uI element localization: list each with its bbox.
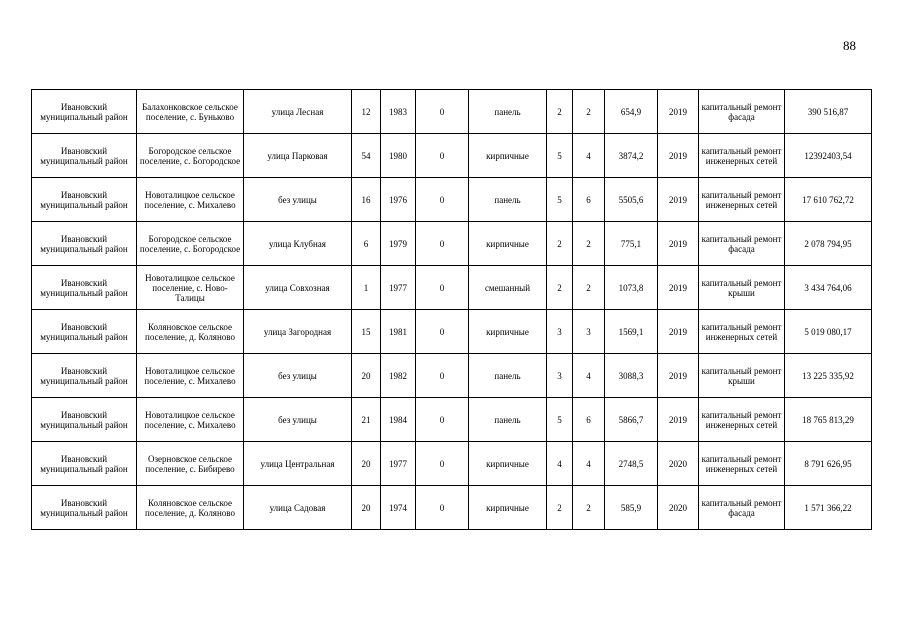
wall-material-cell: панель: [469, 90, 547, 134]
district-cell: Ивановский муниципальный район: [32, 486, 137, 530]
street-cell: без улицы: [244, 398, 352, 442]
work-type-cell: капитальный ремонт инженерных сетей: [699, 442, 785, 486]
area-cell: 775,1: [605, 222, 658, 266]
district-cell: Ивановский муниципальный район: [32, 310, 137, 354]
floors-cell: 2: [547, 486, 573, 530]
area-cell: 3088,3: [605, 354, 658, 398]
table-row: [32, 486, 872, 530]
work-type-cell: капитальный ремонт инженерных сетей: [699, 134, 785, 178]
wall-material-cell: кирпичные: [469, 222, 547, 266]
table-body: [32, 90, 872, 530]
floors-cell: 2: [547, 90, 573, 134]
house-number-cell: 12: [352, 90, 381, 134]
area-cell: 1073,8: [605, 266, 658, 310]
district-cell: Ивановский муниципальный район: [32, 354, 137, 398]
wall-material-cell: кирпичные: [469, 310, 547, 354]
house-number-cell: 1: [352, 266, 381, 310]
zero-cell: 0: [416, 134, 469, 178]
district-cell: Ивановский муниципальный район: [32, 222, 137, 266]
cost-cell: 18 765 813,29: [785, 398, 872, 442]
area-cell: 3874,2: [605, 134, 658, 178]
cost-cell: 1 571 366,22: [785, 486, 872, 530]
wall-material-cell: панель: [469, 354, 547, 398]
entrances-cell: 2: [573, 222, 605, 266]
table-row: [32, 398, 872, 442]
plan-year-cell: 2020: [658, 486, 699, 530]
wall-material-cell: панель: [469, 398, 547, 442]
house-number-cell: 6: [352, 222, 381, 266]
house-number-cell: 54: [352, 134, 381, 178]
street-cell: без улицы: [244, 354, 352, 398]
work-type-cell: капитальный ремонт крыши: [699, 266, 785, 310]
settlement-cell: Балахонковское сельское поселение, с. Буньково: [137, 90, 244, 134]
floors-cell: 2: [547, 222, 573, 266]
work-type-cell: капитальный ремонт фасада: [699, 486, 785, 530]
build-year-cell: 1981: [381, 310, 416, 354]
zero-cell: 0: [416, 90, 469, 134]
house-number-cell: 20: [352, 486, 381, 530]
entrances-cell: 6: [573, 398, 605, 442]
build-year-cell: 1984: [381, 398, 416, 442]
table-row: [32, 222, 872, 266]
house-number-cell: 16: [352, 178, 381, 222]
settlement-cell: Богородское сельское поселение, с. Богородское: [137, 134, 244, 178]
district-cell: Ивановский муниципальный район: [32, 442, 137, 486]
work-type-cell: капитальный ремонт фасада: [699, 90, 785, 134]
floors-cell: 5: [547, 178, 573, 222]
house-number-cell: 15: [352, 310, 381, 354]
district-cell: Ивановский муниципальный район: [32, 134, 137, 178]
area-cell: 2748,5: [605, 442, 658, 486]
area-cell: 1569,1: [605, 310, 658, 354]
zero-cell: 0: [416, 486, 469, 530]
build-year-cell: 1976: [381, 178, 416, 222]
settlement-cell: Новоталицкое сельское поселение, с. Михалево: [137, 354, 244, 398]
plan-year-cell: 2019: [658, 90, 699, 134]
street-cell: улица Лесная: [244, 90, 352, 134]
build-year-cell: 1977: [381, 266, 416, 310]
table-row: [32, 354, 872, 398]
work-type-cell: капитальный ремонт крыши: [699, 354, 785, 398]
table-row: [32, 266, 872, 310]
district-cell: Ивановский муниципальный район: [32, 266, 137, 310]
wall-material-cell: смешанный: [469, 266, 547, 310]
house-number-cell: 20: [352, 442, 381, 486]
build-year-cell: 1974: [381, 486, 416, 530]
entrances-cell: 3: [573, 310, 605, 354]
work-type-cell: капитальный ремонт фасада: [699, 222, 785, 266]
house-number-cell: 21: [352, 398, 381, 442]
build-year-cell: 1979: [381, 222, 416, 266]
settlement-cell: Новоталицкое сельское поселение, с. Ново-Талицы: [137, 266, 244, 310]
floors-cell: 5: [547, 398, 573, 442]
settlement-cell: Богородское сельское поселение, с. Богородское: [137, 222, 244, 266]
district-cell: Ивановский муниципальный район: [32, 90, 137, 134]
plan-year-cell: 2019: [658, 398, 699, 442]
zero-cell: 0: [416, 178, 469, 222]
build-year-cell: 1980: [381, 134, 416, 178]
plan-year-cell: 2019: [658, 178, 699, 222]
floors-cell: 3: [547, 354, 573, 398]
zero-cell: 0: [416, 310, 469, 354]
settlement-cell: Новоталицкое сельское поселение, с. Михалево: [137, 398, 244, 442]
plan-year-cell: 2019: [658, 310, 699, 354]
area-cell: 5866,7: [605, 398, 658, 442]
entrances-cell: 4: [573, 134, 605, 178]
floors-cell: 3: [547, 310, 573, 354]
build-year-cell: 1982: [381, 354, 416, 398]
area-cell: 585,9: [605, 486, 658, 530]
page-number: 88: [843, 38, 856, 53]
street-cell: улица Садовая: [244, 486, 352, 530]
zero-cell: 0: [416, 354, 469, 398]
table-row: [32, 178, 872, 222]
floors-cell: 4: [547, 442, 573, 486]
area-cell: 5505,6: [605, 178, 658, 222]
zero-cell: 0: [416, 442, 469, 486]
floors-cell: 2: [547, 266, 573, 310]
work-type-cell: капитальный ремонт инженерных сетей: [699, 178, 785, 222]
entrances-cell: 2: [573, 486, 605, 530]
wall-material-cell: кирпичные: [469, 486, 547, 530]
build-year-cell: 1983: [381, 90, 416, 134]
street-cell: улица Клубная: [244, 222, 352, 266]
cost-cell: 13 225 335,92: [785, 354, 872, 398]
entrances-cell: 4: [573, 354, 605, 398]
build-year-cell: 1977: [381, 442, 416, 486]
settlement-cell: Новоталицкое сельское поселение, с. Михалево: [137, 178, 244, 222]
table-row: [32, 310, 872, 354]
table-row: [32, 442, 872, 486]
plan-year-cell: 2019: [658, 134, 699, 178]
street-cell: без улицы: [244, 178, 352, 222]
plan-year-cell: 2019: [658, 222, 699, 266]
district-cell: Ивановский муниципальный район: [32, 178, 137, 222]
wall-material-cell: кирпичные: [469, 442, 547, 486]
floors-cell: 5: [547, 134, 573, 178]
housing-repair-table: [31, 89, 872, 530]
cost-cell: 8 791 626,95: [785, 442, 872, 486]
plan-year-cell: 2020: [658, 442, 699, 486]
table-row: [32, 90, 872, 134]
wall-material-cell: кирпичные: [469, 134, 547, 178]
zero-cell: 0: [416, 222, 469, 266]
street-cell: улица Совхозная: [244, 266, 352, 310]
street-cell: улица Загородная: [244, 310, 352, 354]
cost-cell: 17 610 762,72: [785, 178, 872, 222]
settlement-cell: Коляновское сельское поселение, д. Коляново: [137, 310, 244, 354]
house-number-cell: 20: [352, 354, 381, 398]
cost-cell: 12392403,54: [785, 134, 872, 178]
entrances-cell: 2: [573, 90, 605, 134]
district-cell: Ивановский муниципальный район: [32, 398, 137, 442]
cost-cell: 3 434 764,06: [785, 266, 872, 310]
wall-material-cell: панель: [469, 178, 547, 222]
cost-cell: 2 078 794,95: [785, 222, 872, 266]
street-cell: улица Парковая: [244, 134, 352, 178]
cost-cell: 5 019 080,17: [785, 310, 872, 354]
street-cell: улица Центральная: [244, 442, 352, 486]
table-row: [32, 134, 872, 178]
work-type-cell: капитальный ремонт инженерных сетей: [699, 310, 785, 354]
settlement-cell: Коляновское сельское поселение, д. Коляново: [137, 486, 244, 530]
entrances-cell: 6: [573, 178, 605, 222]
entrances-cell: 2: [573, 266, 605, 310]
zero-cell: 0: [416, 398, 469, 442]
plan-year-cell: 2019: [658, 266, 699, 310]
area-cell: 654,9: [605, 90, 658, 134]
plan-year-cell: 2019: [658, 354, 699, 398]
entrances-cell: 4: [573, 442, 605, 486]
settlement-cell: Озерновское сельское поселение, с. Бибирево: [137, 442, 244, 486]
zero-cell: 0: [416, 266, 469, 310]
work-type-cell: капитальный ремонт инженерных сетей: [699, 398, 785, 442]
cost-cell: 390 516,87: [785, 90, 872, 134]
